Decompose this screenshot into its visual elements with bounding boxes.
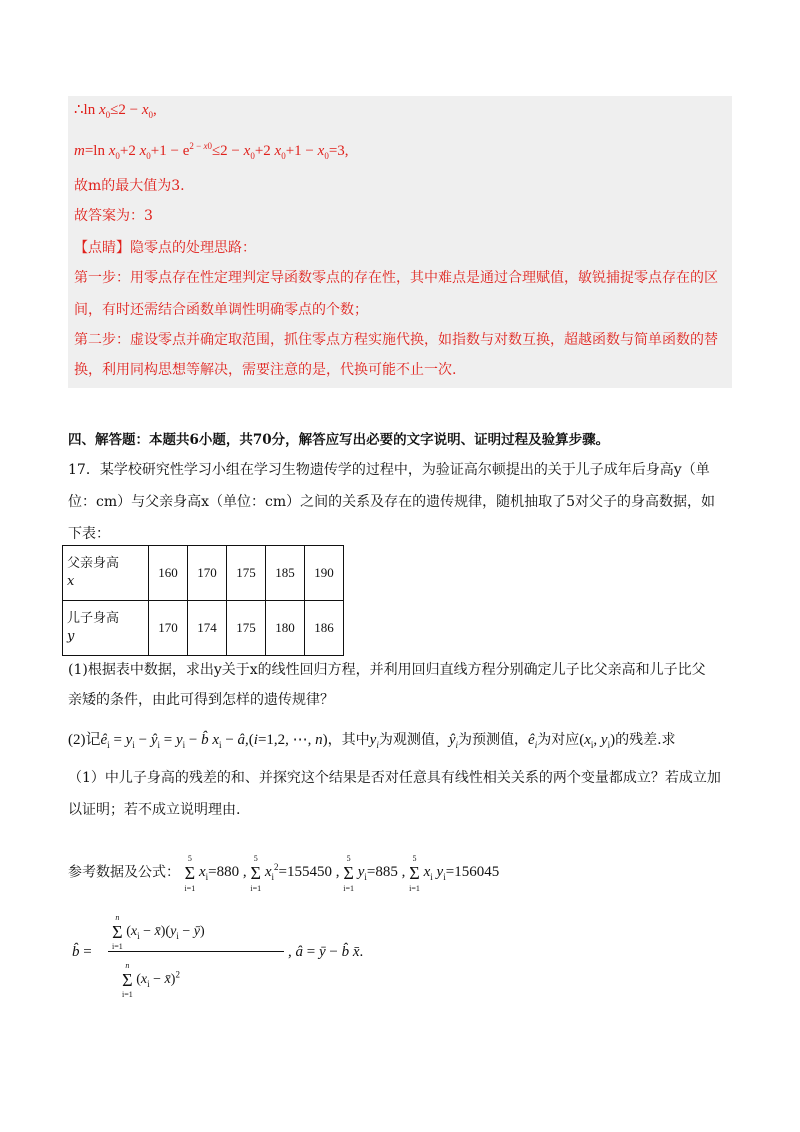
answer-box — [68, 96, 732, 388]
formula-numerator: n Σ i=1 ($x_i$ − $x̄)(y_i$ − ȳ) — [112, 913, 205, 951]
answer-line-8: 第二步：虚设零点并确定取范围，抓住零点方程实施代换，如指数与对数互换，超越函数与简单函数的替 — [74, 332, 718, 348]
question-1-line-1: (1)根据表中数据，求出y关于x的线性回归方程，并利用回归直线方程分别确定儿子比父亲高和儿子比父 — [68, 662, 706, 678]
fraction-line — [108, 951, 284, 952]
answer-line-5: 【点睛】隐零点的处理思路： — [74, 240, 256, 256]
father-height-label: 父亲身高 — [67, 556, 120, 571]
question-2-line-2: （1）中儿子身高的残差的和、并探究这个结果是否对任意具有线性相关关系的两个变量都成立？若成立加 — [68, 770, 721, 786]
table-cell: 190 — [305, 546, 344, 601]
answer-line-3: 故m的最大值为3. — [74, 178, 185, 194]
answer-line-2: m=ln $x_0+2$ $x_0+1 - e^{2 - x0}\le 2 - x_0+2$ $x_0+1 - x_0=3$, — [74, 141, 349, 161]
table-cell: 180 — [266, 601, 305, 656]
question-1-line-2: 亲矮的条件，由此可得到怎样的遗传规律？ — [68, 692, 334, 708]
table-cell: 175 — [227, 546, 266, 601]
table-cell: 186 — [305, 601, 344, 656]
table-cell: 185 — [266, 546, 305, 601]
father-variable: x — [67, 574, 75, 589]
answer-line-6: 第一步：用零点存在性定理判定导函数零点的存在性，其中难点是通过合理赋值，敏锐捕捉零点存在的区 — [74, 270, 718, 286]
answer-line-4: 故答案为：3 — [74, 208, 153, 224]
answer-line-9: 换，利用同构思想等解决，需要注意的是，代换可能不止一次. — [74, 362, 457, 378]
formula-denominator: n Σ i=1 ($x_i$ − x̄)$^2$ — [122, 961, 180, 999]
table-cell: 170 — [149, 601, 188, 656]
table-cell: 170 — [188, 546, 227, 601]
section-heading: 四、解答题：本题共6小题，共70分，解答应写出必要的文字说明、证明过程及验算步骤。 — [68, 432, 610, 448]
son-height-label: 儿子身高 — [67, 611, 120, 626]
table-row — [63, 546, 344, 601]
table-cell: 175 — [227, 601, 266, 656]
reference-data: 参考数据及公式： 5 Σ i=1 $x_i=880$ , 5 Σ i=1 $x_i^2=155450$ , 5 Σ i=1 $y_i=885$ , 5 Σ i=1 $x_i$ $y_i=156045$ — [68, 854, 500, 893]
answer-line-7: 间，有时还需结合函数单调性明确零点的个数； — [74, 302, 368, 318]
table-cell: 160 — [149, 546, 188, 601]
question-2-line-1: (2)记$ê_i = y_i$ − $ŷ_i = y_i$ − b̂ $x_i$ − â,(i=1,2, ⋯, n)，其中$y_i$为观测值，$ŷ_i$为预测值，$ê_i$为对应($x_i$, $y_i$)的残差.求 — [68, 732, 676, 750]
table-row-header — [63, 601, 149, 656]
son-variable: y — [67, 629, 75, 644]
problem-intro-line-1: 17．某学校研究性学习小组在学习生物遗传学的过程中，为验证高尔顿提出的关于儿子成年后身高y（单 — [68, 462, 710, 478]
problem-intro-line-3: 下表： — [68, 526, 110, 542]
height-data-table — [62, 545, 344, 656]
table-cell: 174 — [188, 601, 227, 656]
table-row-header — [63, 546, 149, 601]
problem-intro-line-2: 位：cm）与父亲身高x（单位：cm）之间的关系及存在的遗传规律，随机抽取了5对父子的身高数据，如 — [68, 494, 716, 510]
a-hat-formula: , â = ȳ − b̂ x̄. — [288, 944, 364, 960]
b-hat-symbol: b̂ = — [72, 944, 92, 960]
table-row — [63, 601, 344, 656]
question-2-line-3: 以证明；若不成立说明理由. — [68, 802, 241, 818]
answer-line-1: ∴ln $x_0\le 2 - x_0$, — [74, 102, 157, 120]
reference-label: 参考数据及公式： — [68, 864, 180, 881]
